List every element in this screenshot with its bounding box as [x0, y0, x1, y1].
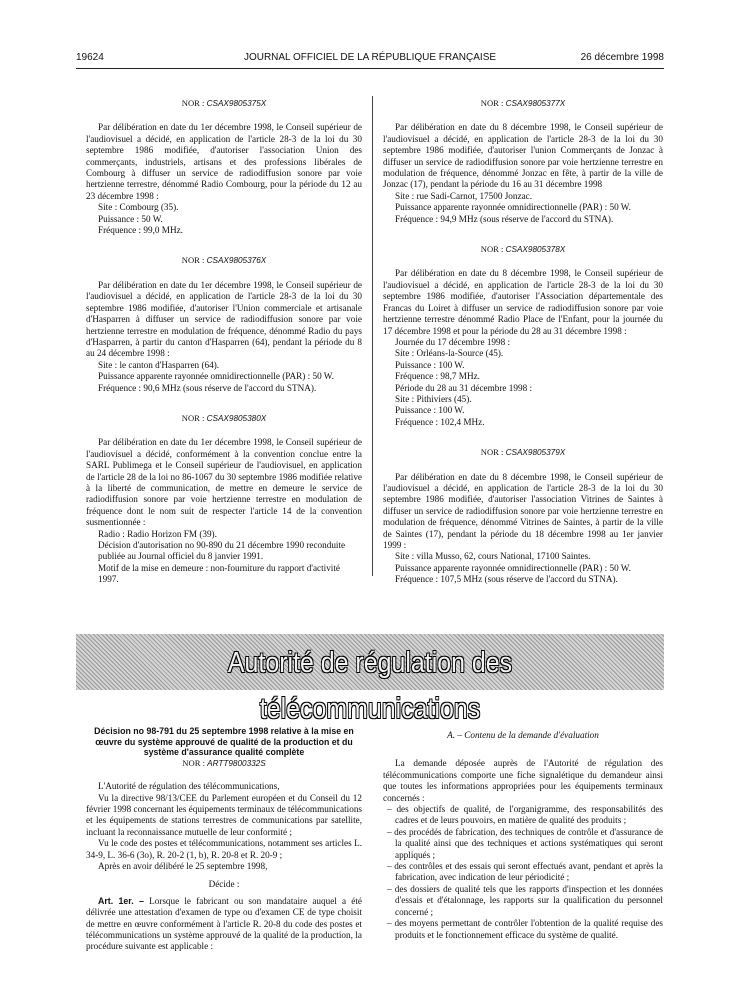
notice-item: Site : Orléans-la-Source (45). [395, 348, 504, 359]
nor-reference: NOR : ARTT9800332S [182, 757, 266, 768]
notice-item: Site : villa Musso, 62, cours National, 17100 Saintes. [395, 551, 591, 562]
article-text: Lorsque le fabricant ou son mandataire auquel a été délivrée une attestation d'examen de type ou d'examen CE de type choisit de mettre en œuvre conformément à l'article R. 20-8 du code des postes et télécommunications un système approuvé de la qualité de la production, la procédure suivante est applicable : [86, 895, 362, 952]
notice-item: Puissance : 100 W. [395, 405, 465, 416]
notice-item: Fréquence : 99,0 MHz. [98, 225, 183, 236]
list-item: – des objectifs de qualité, de l'organigramme, des responsabilités des cadres et de leurs pouvoirs, en matière de qualité des produits ; [387, 804, 663, 826]
evaluation-intro: La demande déposée auprès de l'Autorité de régulation des télécommunications comporte une fiche signalétique du demandeur ainsi que toutes les informations appropriées pour les équipements terminaux concernés : [383, 758, 663, 803]
notice-item: Décision d'autorisation no 90-890 du 21 décembre 1990 reconduite publiée au Journal officiel du 8 janvier 1991. [98, 540, 346, 562]
notice-item: Radio : Radio Horizon FM (39). [98, 528, 217, 539]
notice-item: Puissance : 100 W. [395, 359, 465, 370]
list-item: – des moyens permettant de contrôler l'obtention de la qualité requise des produits et le fonctionnement efficace du système de qualité. [387, 918, 663, 940]
list-item: – des dossiers de qualité tels que les rapports d'inspection et les données d'essais et d'étalonnage, les rapports sur la qualification du personnel concerné ; [387, 883, 663, 917]
decision-paragraph: Vu le code des postes et télécommunications, notamment ses articles L. 34-9, L. 36-6 (3o), R. 20-2 (1, b), R. 20-8 et R. 20-9 ; [86, 838, 362, 860]
decide-label: Décide : [208, 879, 240, 890]
left-column [86, 98, 362, 586]
list-item: – des contrôles et des essais qui seront effectués avant, pendant et après la fabrication, avec indication de leur périodicité ; [387, 861, 663, 883]
header-rule [76, 68, 664, 69]
evaluation-list [383, 804, 663, 941]
notice-item: Journée du 17 décembre 1998 : [395, 336, 511, 347]
list-item: – des procédés de fabrication, des techniques de contrôle et d'assurance de la qualité ainsi que des techniques et actions systématiques qui seront appliqués ; [387, 826, 663, 860]
nor-reference: NOR : CSAX9805380X [181, 412, 267, 423]
decision-column [86, 726, 362, 953]
journal-title: JOURNAL OFFICIEL DE LA RÉPUBLIQUE FRANÇAISE [243, 52, 497, 63]
decision-title: Décision no 98-791 du 25 septembre 1998 relative à la mise en œuvre du système approuvé de qualité de la production et du système d'assurance qualité complète [94, 726, 354, 758]
notice-body: Par délibération en date du 8 décembre 1998, le Conseil supérieur de l'audiovisuel a décidé, en application de l'article 28-3 de la loi du 30 septembre 1986 modifiée, d'autoriser l'Association départementale des Francas du Loiret à diffuser un service de radiodiffusion sonore par voie hertzienne terrestre dénommé Radio Place de l'Enfant, pour la journée du 17 décembre 1998 et pour la période du 28 au 31 décembre 1998 : [383, 268, 663, 336]
notice-body: Par délibération en date du 8 décembre 1998, le Conseil supérieur de l'audiovisuel a décidé, en application de l'article 28-3 de la loi du 30 septembre 1986 modifiée, d'autoriser l'association Vitrines de Saintes à diffuser un service de radiodiffusion sonore par voie hertzienne terrestre en modulation de fréquence, dénommé Vitrines de Saintes, à partir de la ville de Saintes (17), pendant la période du 18 décembre 1998 au 1er janvier 1999 : [383, 471, 663, 550]
notice-body: Par délibération en date du 1er décembre 1998, le Conseil supérieur de l'audiovisuel a décidé, conformément à la convention conclue entre la SARL Publimega et le Conseil supérieur de l'audiovisuel, en application de l'article 28 de la loi no 86-1067 du 30 septembre 1986 modifiée relative à la liberté de communication, de mettre en demeure le service de radiodiffusion sonore par voie hertzienne terrestre en modulation de fréquence dont le nom suit de respecter l'article 14 de la convention susmentionnée : [86, 437, 362, 528]
notice-item: Motif de la mise en demeure : non-fourniture du rapport d'activité 1997. [98, 562, 340, 585]
notice-body: Par délibération en date du 8 décembre 1998, le Conseil supérieur de l'audiovisuel a décidé, en application de l'article 28-3 de la loi du 30 septembre 1986 modifiée, d'autoriser l'union Commerçants de Jonzac à diffuser un service de radiodiffusion sonore par voie hertzienne terrestre en modulation de fréquence, dénommé Jonzac en fête, à partir de la ville de Jonzac (17), pendant la période du 16 au 31 décembre 1998 [383, 122, 663, 190]
notice-item: Puissance apparente rayonnée omnidirectionnelle (PAR) : 50 W. [395, 202, 631, 213]
article-1 [86, 896, 362, 953]
notice-item: Fréquence : 94,9 MHz (sous réserve de l'accord du STNA). [395, 213, 614, 224]
decision-paragraph: Après en avoir délibéré le 25 septembre 1998, [98, 861, 268, 872]
page-header [76, 52, 664, 66]
notice-item: Période du 28 au 31 décembre 1998 : [395, 382, 533, 393]
nor-reference: NOR : CSAX9805379X [480, 447, 566, 458]
notice-body: Par délibération en date du 1er décembre 1998, le Conseil supérieur de l'audiovisuel a décidé, en application de l'article 28-3 de la loi du 30 septembre 1986 modifiée, d'autoriser l'association Union des commerçants, industriels, artisans et des professions libérales de Combourg à diffuser un service de radiodiffusion sonore par voie hertzienne terrestre, dénommé Radio Combourg, pour la période du 12 au 23 décembre 1998 : [86, 122, 362, 201]
notice-item: Site : rue Sadi-Carnot, 17500 Jonzac. [395, 190, 533, 201]
column-divider [372, 96, 373, 576]
notice-item: Fréquence : 90,6 MHz (sous réserve de l'accord du STNA). [98, 382, 317, 393]
notice-item: Site : Combourg (35). [98, 202, 179, 213]
nor-reference: NOR : CSAX9805376X [181, 255, 267, 266]
nor-reference: NOR : CSAX9805375X [181, 98, 267, 108]
right-column [383, 98, 663, 586]
section-banner-title: Autorité de régulation des télécommunications [227, 647, 513, 725]
notice-item: Puissance apparente rayonnée omnidirectionnelle (PAR) : 50 W. [395, 562, 631, 573]
notice-item: Fréquence : 102,4 MHz. [395, 416, 485, 427]
notice-item: Fréquence : 107,5 MHz (sous réserve de l'accord du STNA). [395, 574, 618, 585]
notice-item: Site : le canton d'Hasparren (64). [98, 359, 220, 370]
decision-paragraph: Vu la directive 98/13/CEE du Parlement européen et du Conseil du 12 février 1998 concernant les équipements terminaux de télécommunications et les équipements de stations terrestres de communications par satellite, incluant la reconnaissance mutuelle de leur conformité ; [86, 792, 362, 837]
notice-body: Par délibération en date du 1er décembre 1998, le Conseil supérieur de l'audiovisuel a décidé, en application de l'article 28-3 de la loi du 30 septembre 1986 modifiée, d'autoriser l'Union commerciale et artisanale d'Hasparren à diffuser un service de radiodiffusion sonore par voie hertzienne terrestre en modulation de fréquence, dénommé Radio du pays d'Hasparren, à partir du canton d'Hasparren (64), pendant la période du 8 au 24 décembre 1998 : [86, 279, 362, 359]
evaluation-heading: A. – Contenu de la demande d'évaluation [447, 730, 599, 740]
evaluation-column [383, 730, 663, 941]
notice-item: Site : Pithiviers (45). [395, 393, 472, 404]
notice-item: Fréquence : 98,7 MHz. [395, 371, 480, 382]
article-label: Art. 1er. – [98, 895, 144, 906]
notice-item: Puissance apparente rayonnée omnidirectionnelle (PAR) : 50 W. [98, 371, 334, 382]
nor-reference: NOR : CSAX9805378X [480, 244, 566, 255]
decision-paragraph: L'Autorité de régulation des télécommunications, [98, 781, 280, 792]
notice-item: Puissance : 50 W. [98, 213, 163, 224]
page-number: 19624 [76, 52, 104, 63]
issue-date: 26 décembre 1998 [580, 52, 664, 63]
nor-reference: NOR : CSAX9805377X [480, 98, 566, 108]
